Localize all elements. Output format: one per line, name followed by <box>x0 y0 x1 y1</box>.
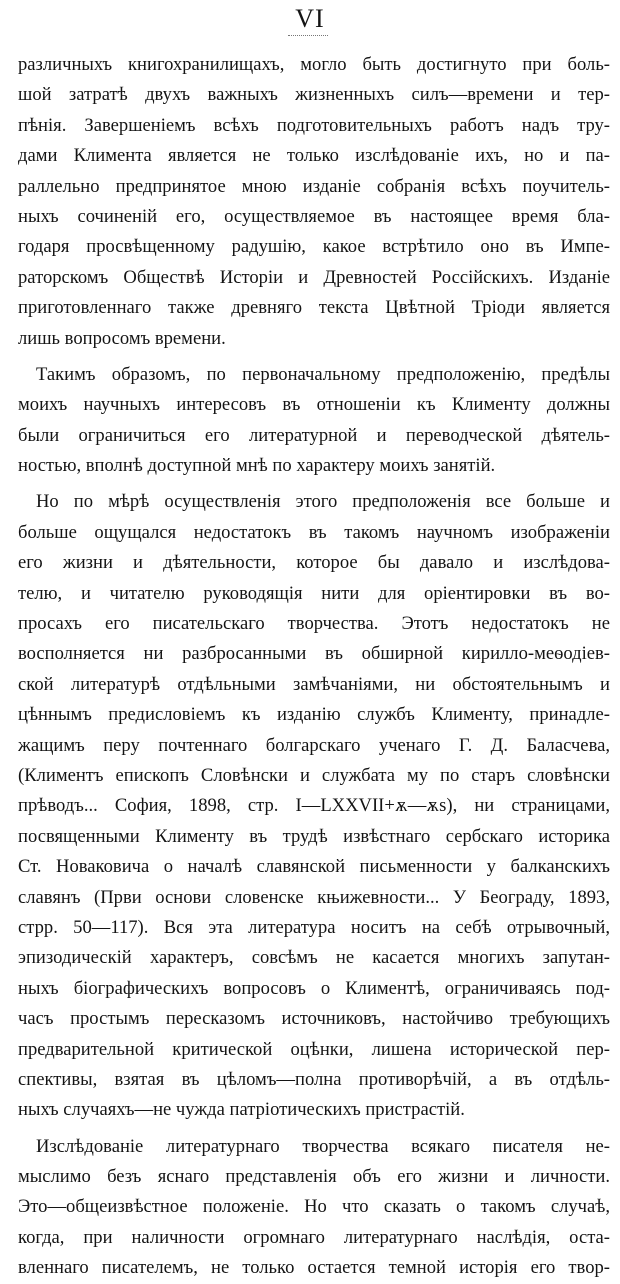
text-line: цѣннымъ предисловіемъ къ изданію службъ Клименту, принадле- <box>18 704 610 726</box>
page-number-ornament <box>288 35 328 36</box>
text-body <box>18 50 610 1284</box>
text-line: посвященными Клименту въ трудѣ извѣстнаго сербскаго историка <box>18 825 610 847</box>
text-line: пѣнія. Завершеніемъ всѣхъ подготовительныхъ работъ надъ тру- <box>18 114 610 136</box>
text-line: годаря просвѣщенному радушію, какое встрѣтило оно въ Импе- <box>18 236 610 258</box>
text-line: шой затратѣ двухъ важныхъ жизненныхъ силъ—времени и тер- <box>18 84 610 106</box>
text-line: восполняется ни разбросанными въ обширной кирилло-меѳодіев- <box>18 643 610 665</box>
text-line: просахъ его писательскаго творчества. Этотъ недостатокъ не <box>18 613 610 635</box>
text-line: (Климентъ епископъ Словѣнски и службата му по старъ словѣнски <box>18 764 610 786</box>
text-line: его жизни и дѣятельности, которое бы давало и изслѣдова- <box>18 552 610 574</box>
text-line: прѣводъ... София, 1898, стр. I—LXXVII+ѫ—ѫѕ), ни страницами, <box>18 795 610 817</box>
text-line: ской литературѣ отдѣльными замѣчаніями, ни обстоятельнымъ и <box>18 673 610 695</box>
text-line: дами Климента является не только изслѣдованіе ихъ, но и па- <box>18 145 610 167</box>
text-line: Но по мѣрѣ осуществленія этого предположенія все больше и <box>36 491 610 513</box>
text-line: больше ощущался недостатокъ въ такомъ научномъ изображеніи <box>18 521 610 543</box>
text-line: лишь вопросомъ времени. <box>18 327 226 349</box>
text-line: раллельно предпринятое мною изданіе собранія всѣхъ поучитель- <box>18 175 610 197</box>
text-line: предварительной критической оцѣнки, лишена исторической пер- <box>18 1038 610 1060</box>
text-line: эпизодическій характеръ, совсѣмъ не касается многихъ запутан- <box>18 947 610 969</box>
text-line: Такимъ образомъ, по первоначальному предположенію, предѣлы <box>36 363 610 385</box>
paragraph-3 <box>18 487 610 1125</box>
text-line: когда, при наличности огромнаго литературнаго наслѣдія, оста- <box>18 1226 610 1248</box>
paragraph-4 <box>18 1132 610 1284</box>
text-line: вленнаго писателемъ, не только остается темной исторія его твор- <box>18 1257 610 1279</box>
text-line: моихъ научныхъ интересовъ въ отношеніи къ Клименту должны <box>18 394 610 416</box>
paragraph-2 <box>18 360 610 482</box>
text-line: ностью, вполнѣ доступной мнѣ по характеру моихъ занятій. <box>18 455 496 477</box>
page-number: VI <box>295 4 325 33</box>
text-line: приготовленнаго также древняго текста Цвѣтной Тріоди является <box>18 297 610 319</box>
text-line: Ст. Новаковича о началѣ славянской письменности у балканскихъ <box>18 856 610 878</box>
text-line: часъ простымъ пересказомъ источниковъ, настойчиво требующихъ <box>18 1008 610 1030</box>
text-line: спективы, взятая въ цѣломъ—полна противорѣчій, а въ отдѣль- <box>18 1068 610 1090</box>
text-line: Изслѣдованіе литературнаго творчества всякаго писателя не- <box>36 1135 610 1157</box>
text-line: жащимъ перу почтеннаго болгарскаго ученаго Г. Д. Баласчева, <box>18 734 610 756</box>
text-line: были ограничиться его литературной и переводческой дѣятель- <box>18 424 610 446</box>
paragraph-1 <box>18 50 610 354</box>
text-line: мыслимо безъ яснаго представленія объ его жизни и личности. <box>18 1166 610 1188</box>
text-line: Это—общеизвѣстное положеніе. Но что сказать о такомъ случаѣ, <box>18 1196 610 1218</box>
text-line: ныхъ сочиненій его, осуществляемое въ настоящее время бла- <box>18 205 610 227</box>
text-line: телю, и читателю руководящія нити для оріентировки въ во- <box>18 582 610 604</box>
text-line: ныхъ біографическихъ вопросовъ о Климентѣ, ограничиваясь под- <box>18 977 610 999</box>
text-line: стрр. 50—117). Вся эта литература носитъ на себѣ отрывочный, <box>18 916 610 938</box>
text-line: различныхъ книгохранилищахъ, могло быть достигнуто при боль- <box>18 54 610 75</box>
text-line: славянъ (Први основи словенске књижевности... У Београду, 1893, <box>18 886 610 908</box>
text-line: ныхъ случаяхъ—не чужда патріотическихъ пристрастій. <box>18 1099 465 1121</box>
text-line: раторскомъ Обществѣ Исторіи и Древностей Россійскихъ. Изданіе <box>18 266 610 288</box>
